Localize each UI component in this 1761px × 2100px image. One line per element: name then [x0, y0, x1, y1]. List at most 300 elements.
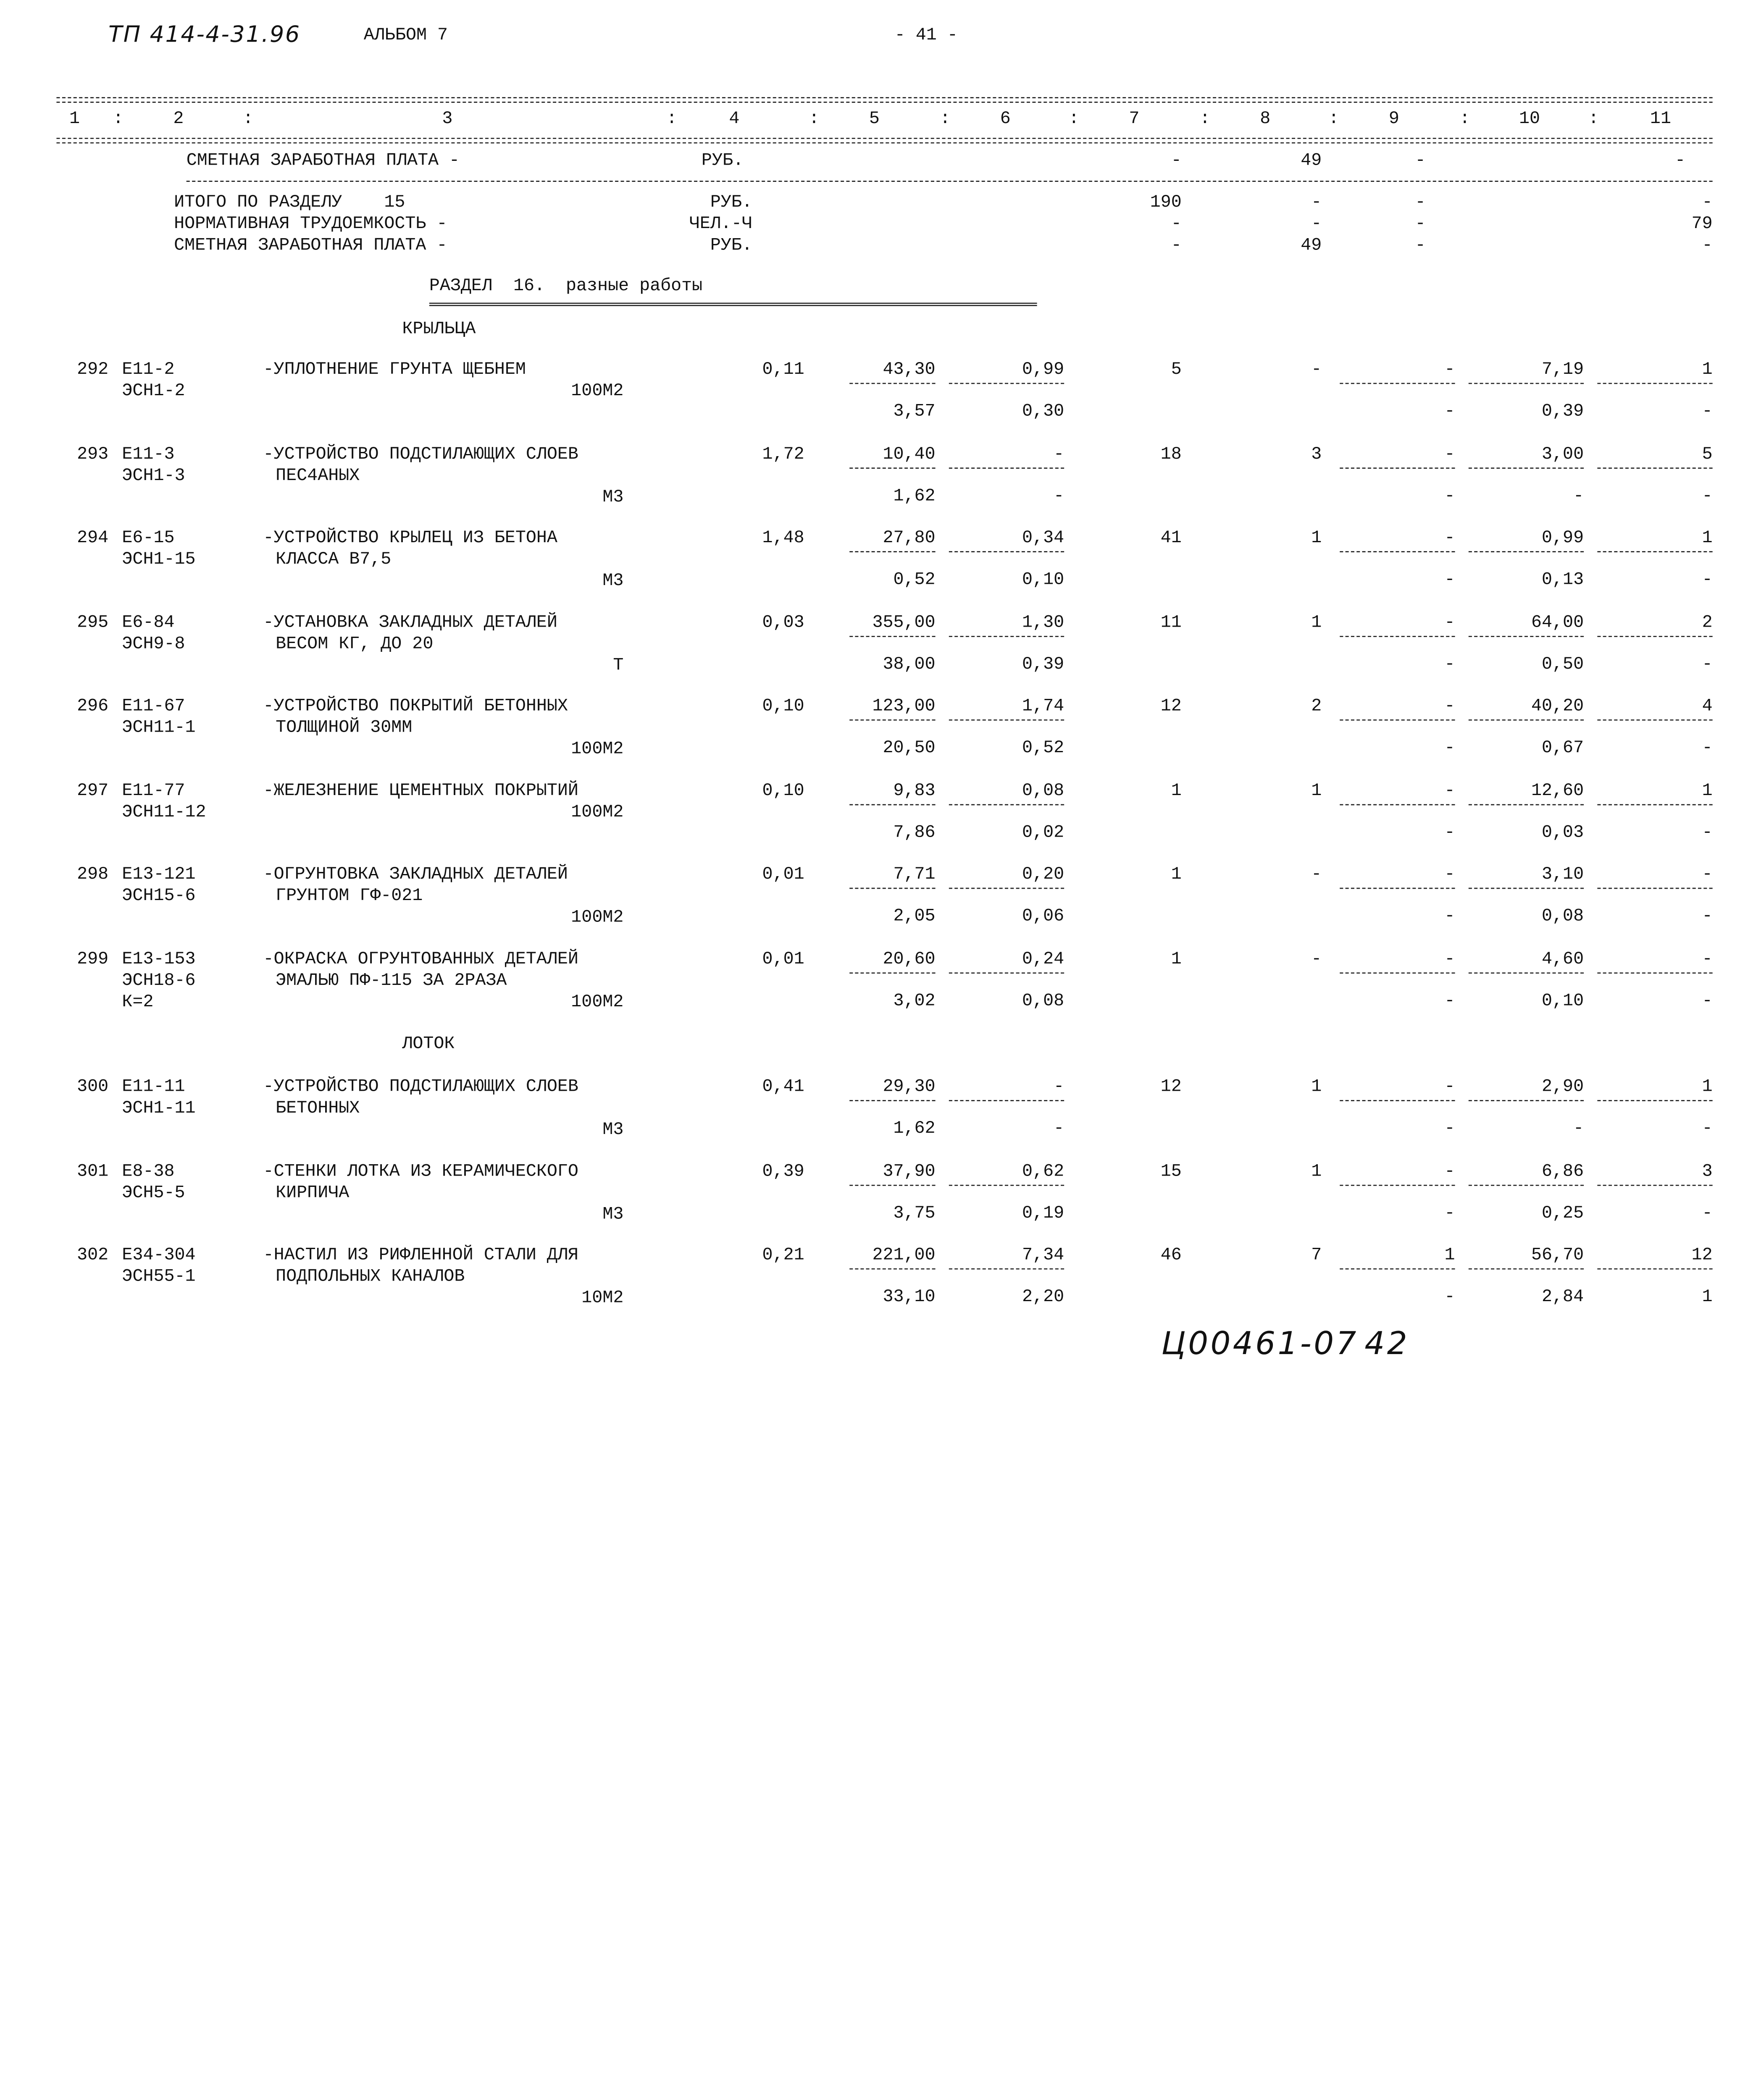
- header-rule-top-2: [56, 102, 1712, 103]
- total-cost: 1: [1171, 948, 1182, 969]
- unit-wages: 3,57: [893, 401, 936, 422]
- section-total-c9: -: [1415, 213, 1426, 234]
- col9-top: 1: [1444, 1244, 1455, 1265]
- column-separator: :: [1328, 108, 1339, 129]
- quantity: 1,48: [762, 527, 804, 548]
- split-rule: [1340, 972, 1455, 974]
- work-description-cont: ПОДПОЛЬНЫХ КАНАЛОВ: [276, 1266, 465, 1286]
- col9-bottom: -: [1444, 401, 1455, 422]
- work-description: -ОКРАСКА ОГРУНТОВАННЫХ ДЕТАЛЕЙ: [263, 948, 578, 969]
- total-cost: 1: [1171, 780, 1182, 801]
- total-machines: 2: [1311, 696, 1322, 716]
- section-total-c11: -: [1702, 192, 1713, 213]
- unit-machines: -: [1054, 1076, 1064, 1097]
- column-separator: :: [1199, 108, 1210, 129]
- unit-machine-wages: 0,06: [1022, 906, 1064, 927]
- split-rule: [1469, 383, 1584, 384]
- column-number-5: 5: [869, 108, 880, 129]
- row-number: 299: [77, 948, 109, 969]
- machinist-norm: 0,13: [1542, 569, 1584, 590]
- quantity: 0,03: [762, 612, 804, 633]
- split-rule: [1469, 1100, 1584, 1101]
- rate-subcode: ЭСН5-5: [122, 1182, 185, 1203]
- labor-norm: 56,70: [1531, 1244, 1584, 1265]
- unit-of-measure: 100М2: [571, 992, 624, 1012]
- split-rule: [1597, 804, 1712, 806]
- work-description-cont: ЭМАЛЬЮ ПФ-115 ЗА 2РАЗА: [276, 970, 507, 991]
- split-rule: [949, 636, 1064, 637]
- subsection-title-porches: КРЫЛЬЦА: [402, 318, 476, 339]
- unit-of-measure: М3: [602, 487, 624, 507]
- split-rule: [1340, 1100, 1455, 1101]
- split-rule: [1340, 719, 1455, 721]
- unit-of-measure: М3: [602, 570, 624, 591]
- row-number: 293: [77, 444, 109, 465]
- unit-machine-wages: 0,52: [1022, 737, 1064, 758]
- column-separator: :: [666, 108, 677, 129]
- document-code: ТП 414-4-31.96: [108, 20, 301, 47]
- section-total-c7: -: [1171, 213, 1182, 234]
- split-rule: [1340, 383, 1455, 384]
- labor-norm: 2,90: [1542, 1076, 1584, 1097]
- unit-of-measure: М3: [602, 1119, 624, 1140]
- labor-total: 1: [1702, 780, 1713, 801]
- work-description: -УСТРОЙСТВО КРЫЛЕЦ ИЗ БЕТОНА: [263, 527, 557, 548]
- column-separator: :: [809, 108, 820, 129]
- total-cost: 1: [1171, 864, 1182, 885]
- unit-machines: 0,24: [1022, 948, 1064, 969]
- row-number: 301: [77, 1161, 109, 1181]
- total-c7: -: [1171, 150, 1182, 171]
- unit-machine-wages: 0,08: [1022, 990, 1064, 1011]
- unit-wages: 3,02: [893, 990, 936, 1011]
- machinist-total: -: [1702, 822, 1713, 843]
- col9-bottom: -: [1444, 486, 1455, 506]
- machinist-total: -: [1702, 569, 1713, 590]
- section-total-label: ИТОГО ПО РАЗДЕЛУ 15: [174, 192, 405, 213]
- work-description: -УСТАНОВКА ЗАКЛАДНЫХ ДЕТАЛЕЙ: [263, 612, 557, 633]
- labor-total: 1: [1702, 527, 1713, 548]
- total-rule: [187, 181, 1713, 182]
- rate-subcode: ЭСН15-6: [122, 885, 196, 906]
- split-rule: [1469, 888, 1584, 889]
- unit-machines: 1,30: [1022, 612, 1064, 633]
- total-machines: -: [1311, 359, 1322, 380]
- work-description: -СТЕНКИ ЛОТКА ИЗ КЕРАМИЧЕСКОГО: [263, 1161, 578, 1181]
- col9-bottom: -: [1444, 569, 1455, 590]
- unit-cost: 10,40: [883, 444, 936, 465]
- unit-wages: 1,62: [893, 486, 936, 506]
- quantity: 0,01: [762, 864, 804, 885]
- work-description-cont: ВЕСОМ КГ, ДО 20: [276, 633, 434, 654]
- rate-subcode: ЭСН1-11: [122, 1097, 196, 1118]
- column-number-9: 9: [1388, 108, 1399, 129]
- split-rule: [949, 888, 1064, 889]
- col9-top: -: [1444, 359, 1455, 380]
- split-rule: [1469, 972, 1584, 974]
- split-rule: [1597, 383, 1712, 384]
- machinist-total: -: [1702, 1118, 1713, 1139]
- machinist-norm: 0,67: [1542, 737, 1584, 758]
- machinist-norm: -: [1573, 1118, 1584, 1139]
- split-rule: [1340, 804, 1455, 806]
- unit-machines: 0,34: [1022, 527, 1064, 548]
- unit-cost: 37,90: [883, 1161, 936, 1181]
- total-c8: 49: [1301, 150, 1322, 171]
- header-rule-top: [56, 97, 1712, 98]
- machinist-total: -: [1702, 906, 1713, 927]
- split-rule: [1340, 467, 1455, 469]
- column-number-11: 11: [1650, 108, 1671, 129]
- total-machines: 3: [1311, 444, 1322, 465]
- rate-coefficient: К=2: [122, 992, 154, 1012]
- rate-subcode: ЭСН11-1: [122, 717, 196, 738]
- unit-machine-wages: 2,20: [1022, 1286, 1064, 1307]
- work-description: -ОГРУНТОВКА ЗАКЛАДНЫХ ДЕТАЛЕЙ: [263, 864, 568, 885]
- split-rule: [949, 467, 1064, 469]
- split-rule: [1597, 719, 1712, 721]
- machinist-norm: 0,08: [1542, 906, 1584, 927]
- col9-top: -: [1444, 696, 1455, 716]
- total-machines: -: [1311, 864, 1322, 885]
- split-rule: [949, 383, 1064, 384]
- section-total-c11: -: [1702, 235, 1713, 255]
- labor-norm: 7,19: [1542, 359, 1584, 380]
- col9-top: -: [1444, 780, 1455, 801]
- unit-wages: 2,05: [893, 906, 936, 927]
- split-rule: [1340, 551, 1455, 552]
- total-cost: 12: [1160, 1076, 1182, 1097]
- section-total-unit: РУБ.: [710, 235, 752, 255]
- col9-bottom: -: [1444, 1118, 1455, 1139]
- total-cost: 18: [1160, 444, 1182, 465]
- split-rule: [1340, 1268, 1455, 1270]
- col9-top: -: [1444, 527, 1455, 548]
- labor-norm: 12,60: [1531, 780, 1584, 801]
- unit-cost: 355,00: [872, 612, 936, 633]
- unit-wages: 33,10: [883, 1286, 936, 1307]
- machinist-total: -: [1702, 990, 1713, 1011]
- labor-total: 5: [1702, 444, 1713, 465]
- unit-machines: 1,74: [1022, 696, 1064, 716]
- rate-code: Е11-3: [122, 444, 175, 465]
- row-number: 297: [77, 780, 109, 801]
- quantity: 0,41: [762, 1076, 804, 1097]
- total-machines: 1: [1311, 780, 1322, 801]
- col9-bottom: -: [1444, 990, 1455, 1011]
- split-rule: [1597, 551, 1712, 552]
- machinist-norm: 2,84: [1542, 1286, 1584, 1307]
- row-number: 296: [77, 696, 109, 716]
- archive-code-stamp: Ц00461-07: [1161, 1325, 1359, 1362]
- total-label: СМЕТНАЯ ЗАРАБОТНАЯ ПЛАТА -: [186, 150, 460, 171]
- unit-machines: 0,08: [1022, 780, 1064, 801]
- section-total-unit: ЧЕЛ.-Ч: [689, 213, 752, 234]
- section-total-c7: 190: [1150, 192, 1182, 213]
- split-rule: [1597, 1268, 1712, 1270]
- unit-machine-wages: -: [1054, 486, 1064, 506]
- total-machines: 1: [1311, 527, 1322, 548]
- split-rule: [1469, 1268, 1584, 1270]
- rate-subcode: ЭСН9-8: [122, 633, 185, 654]
- split-rule: [949, 1185, 1064, 1186]
- column-number-10: 10: [1519, 108, 1540, 129]
- rate-code: Е11-67: [122, 696, 185, 716]
- column-number-6: 6: [1000, 108, 1011, 129]
- split-rule: [1469, 719, 1584, 721]
- split-rule: [1469, 551, 1584, 552]
- col9-top: -: [1444, 612, 1455, 633]
- col9-top: -: [1444, 444, 1455, 465]
- column-number-8: 8: [1260, 108, 1271, 129]
- split-rule: [949, 1100, 1064, 1101]
- col9-bottom: -: [1444, 654, 1455, 675]
- machinist-total: -: [1702, 654, 1713, 675]
- labor-norm: 4,60: [1542, 948, 1584, 969]
- work-description-cont: КЛАССА В7,5: [276, 549, 392, 570]
- unit-machine-wages: 0,30: [1022, 401, 1064, 422]
- section-title: РАЗДЕЛ 16. разные работы: [429, 276, 703, 296]
- work-description-cont: ГРУНТОМ ГФ-021: [276, 885, 423, 906]
- header-rule-bottom-2: [56, 142, 1712, 144]
- row-number: 300: [77, 1076, 109, 1097]
- work-description: -УСТРОЙСТВО ПОКРЫТИЙ БЕТОННЫХ: [263, 696, 568, 716]
- col9-bottom: -: [1444, 1286, 1455, 1307]
- work-description-cont: БЕТОННЫХ: [276, 1097, 360, 1118]
- sheet-number-stamp: 42: [1364, 1325, 1410, 1362]
- quantity: 0,39: [762, 1161, 804, 1181]
- machinist-total: -: [1702, 401, 1713, 422]
- split-rule: [1597, 1100, 1712, 1101]
- rate-subcode: ЭСН11-12: [122, 802, 206, 822]
- unit-machines: 0,62: [1022, 1161, 1064, 1181]
- unit-of-measure: 100М2: [571, 738, 624, 759]
- labor-total: 1: [1702, 1076, 1713, 1097]
- section-total-c8: -: [1311, 213, 1322, 234]
- unit-machines: 7,34: [1022, 1244, 1064, 1265]
- unit-wages: 0,52: [893, 569, 936, 590]
- rate-code: Е11-77: [122, 780, 185, 801]
- quantity: 0,21: [762, 1244, 804, 1265]
- split-rule: [1597, 888, 1712, 889]
- column-number-2: 2: [173, 108, 184, 129]
- column-separator: :: [940, 108, 951, 129]
- split-rule: [849, 972, 935, 974]
- column-separator: :: [1588, 108, 1599, 129]
- rate-subcode: ЭСН1-15: [122, 549, 196, 570]
- unit-cost: 27,80: [883, 527, 936, 548]
- labor-norm: 40,20: [1531, 696, 1584, 716]
- section-total-c11: 79: [1691, 213, 1713, 234]
- rate-code: Е11-2: [122, 359, 175, 380]
- quantity: 1,72: [762, 444, 804, 465]
- column-separator: :: [113, 108, 124, 129]
- section-title-underline: [429, 303, 1037, 306]
- unit-wages: 1,62: [893, 1118, 936, 1139]
- unit-of-measure: 10М2: [581, 1287, 624, 1308]
- section-total-label: НОРМАТИВНАЯ ТРУДОЕМКОСТЬ -: [174, 213, 447, 234]
- quantity: 0,10: [762, 696, 804, 716]
- split-rule: [849, 467, 935, 469]
- work-description: -УСТРОЙСТВО ПОДСТИЛАЮЩИХ СЛОЕВ: [263, 1076, 578, 1097]
- labor-total: 4: [1702, 696, 1713, 716]
- rate-code: Е13-153: [122, 948, 196, 969]
- labor-total: 2: [1702, 612, 1713, 633]
- split-rule: [849, 1100, 935, 1101]
- column-number-1: 1: [69, 108, 80, 129]
- unit-of-measure: Т: [613, 655, 624, 676]
- labor-total: -: [1702, 864, 1713, 885]
- rate-code: Е11-11: [122, 1076, 185, 1097]
- split-rule: [1340, 888, 1455, 889]
- machinist-norm: 0,10: [1542, 990, 1584, 1011]
- total-cost: 46: [1160, 1244, 1182, 1265]
- col9-bottom: -: [1444, 822, 1455, 843]
- column-number-4: 4: [729, 108, 740, 129]
- total-unit: РУБ.: [701, 150, 744, 171]
- total-cost: 41: [1160, 527, 1182, 548]
- split-rule: [1469, 636, 1584, 637]
- column-separator: :: [1459, 108, 1470, 129]
- split-rule: [849, 888, 935, 889]
- unit-of-measure: М3: [602, 1204, 624, 1224]
- split-rule: [1469, 804, 1584, 806]
- unit-machine-wages: 0,19: [1022, 1202, 1064, 1223]
- quantity: 0,01: [762, 948, 804, 969]
- unit-of-measure: 100М2: [571, 802, 624, 822]
- unit-cost: 123,00: [872, 696, 936, 716]
- col9-bottom: -: [1444, 737, 1455, 758]
- split-rule: [1340, 636, 1455, 637]
- total-cost: 11: [1160, 612, 1182, 633]
- total-machines: 1: [1311, 1076, 1322, 1097]
- split-rule: [949, 1268, 1064, 1270]
- total-machines: 1: [1311, 612, 1322, 633]
- column-number-7: 7: [1129, 108, 1140, 129]
- row-number: 292: [77, 359, 109, 380]
- split-rule: [849, 551, 935, 552]
- col9-top: -: [1444, 1161, 1455, 1181]
- album-label: АЛЬБОМ 7: [363, 25, 448, 45]
- total-cost: 15: [1160, 1161, 1182, 1181]
- machinist-norm: 0,50: [1542, 654, 1584, 675]
- split-rule: [949, 972, 1064, 974]
- total-machines: -: [1311, 948, 1322, 969]
- machinist-norm: 0,03: [1542, 822, 1584, 843]
- machinist-norm: 0,25: [1542, 1202, 1584, 1223]
- split-rule: [1597, 636, 1712, 637]
- unit-cost: 7,71: [893, 864, 936, 885]
- col9-bottom: -: [1444, 906, 1455, 927]
- rate-subcode: ЭСН1-3: [122, 465, 185, 486]
- unit-cost: 9,83: [893, 780, 936, 801]
- split-rule: [1469, 1185, 1584, 1186]
- split-rule: [1469, 467, 1584, 469]
- labor-norm: 64,00: [1531, 612, 1584, 633]
- labor-norm: 3,10: [1542, 864, 1584, 885]
- rate-subcode: ЭСН55-1: [122, 1266, 196, 1286]
- split-rule: [849, 383, 935, 384]
- column-separator: :: [1068, 108, 1079, 129]
- unit-cost: 221,00: [872, 1244, 936, 1265]
- total-c9: -: [1415, 150, 1426, 171]
- work-description-cont: КИРПИЧА: [276, 1182, 350, 1203]
- section-total-c8: -: [1311, 192, 1322, 213]
- rate-code: Е6-15: [122, 527, 175, 548]
- rate-subcode: ЭСН1-2: [122, 381, 185, 401]
- section-total-c8: 49: [1301, 235, 1322, 255]
- split-rule: [849, 1185, 935, 1186]
- section-total-c9: -: [1415, 235, 1426, 255]
- header-rule-bottom: [56, 138, 1712, 139]
- col9-bottom: -: [1444, 1202, 1455, 1223]
- unit-machine-wages: 0,02: [1022, 822, 1064, 843]
- work-description: -ЖЕЛЕЗНЕНИЕ ЦЕМЕНТНЫХ ПОКРЫТИЙ: [263, 780, 578, 801]
- unit-of-measure: 100М2: [571, 907, 624, 927]
- split-rule: [1597, 972, 1712, 974]
- total-cost: 12: [1160, 696, 1182, 716]
- labor-norm: 0,99: [1542, 527, 1584, 548]
- unit-cost: 43,30: [883, 359, 936, 380]
- unit-wages: 38,00: [883, 654, 936, 675]
- page-number: - 41 -: [894, 25, 958, 45]
- split-rule: [949, 719, 1064, 721]
- rate-code: Е13-121: [122, 864, 196, 885]
- unit-machines: 0,20: [1022, 864, 1064, 885]
- split-rule: [1597, 1185, 1712, 1186]
- col9-top: -: [1444, 948, 1455, 969]
- split-rule: [849, 1268, 935, 1270]
- split-rule: [949, 551, 1064, 552]
- rate-code: Е34-304: [122, 1244, 196, 1265]
- unit-cost: 29,30: [883, 1076, 936, 1097]
- row-number: 298: [77, 864, 109, 885]
- total-machines: 1: [1311, 1161, 1322, 1181]
- machinist-norm: -: [1573, 486, 1584, 506]
- column-separator: :: [243, 108, 254, 129]
- work-description: -НАСТИЛ ИЗ РИФЛЕННОЙ СТАЛИ ДЛЯ: [263, 1244, 578, 1265]
- split-rule: [849, 804, 935, 806]
- section-total-c7: -: [1171, 235, 1182, 255]
- machinist-total: -: [1702, 486, 1713, 506]
- row-number: 302: [77, 1244, 109, 1265]
- labor-total: 12: [1691, 1244, 1713, 1265]
- unit-wages: 7,86: [893, 822, 936, 843]
- unit-machine-wages: 0,10: [1022, 569, 1064, 590]
- unit-machine-wages: -: [1054, 1118, 1064, 1139]
- machinist-total: 1: [1702, 1286, 1713, 1307]
- column-number-3: 3: [442, 108, 453, 129]
- section-total-label: СМЕТНАЯ ЗАРАБОТНАЯ ПЛАТА -: [174, 235, 447, 255]
- rate-code: Е8-38: [122, 1161, 175, 1181]
- section-total-unit: РУБ.: [710, 192, 752, 213]
- unit-machines: -: [1054, 444, 1064, 465]
- unit-cost: 20,60: [883, 948, 936, 969]
- labor-total: 3: [1702, 1161, 1713, 1181]
- quantity: 0,11: [762, 359, 804, 380]
- unit-wages: 20,50: [883, 737, 936, 758]
- quantity: 0,10: [762, 780, 804, 801]
- unit-wages: 3,75: [893, 1202, 936, 1223]
- split-rule: [849, 636, 935, 637]
- section-total-c9: -: [1415, 192, 1426, 213]
- col9-top: -: [1444, 1076, 1455, 1097]
- col9-top: -: [1444, 864, 1455, 885]
- labor-norm: 3,00: [1542, 444, 1584, 465]
- labor-total: -: [1702, 948, 1713, 969]
- labor-total: 1: [1702, 359, 1713, 380]
- total-machines: 7: [1311, 1244, 1322, 1265]
